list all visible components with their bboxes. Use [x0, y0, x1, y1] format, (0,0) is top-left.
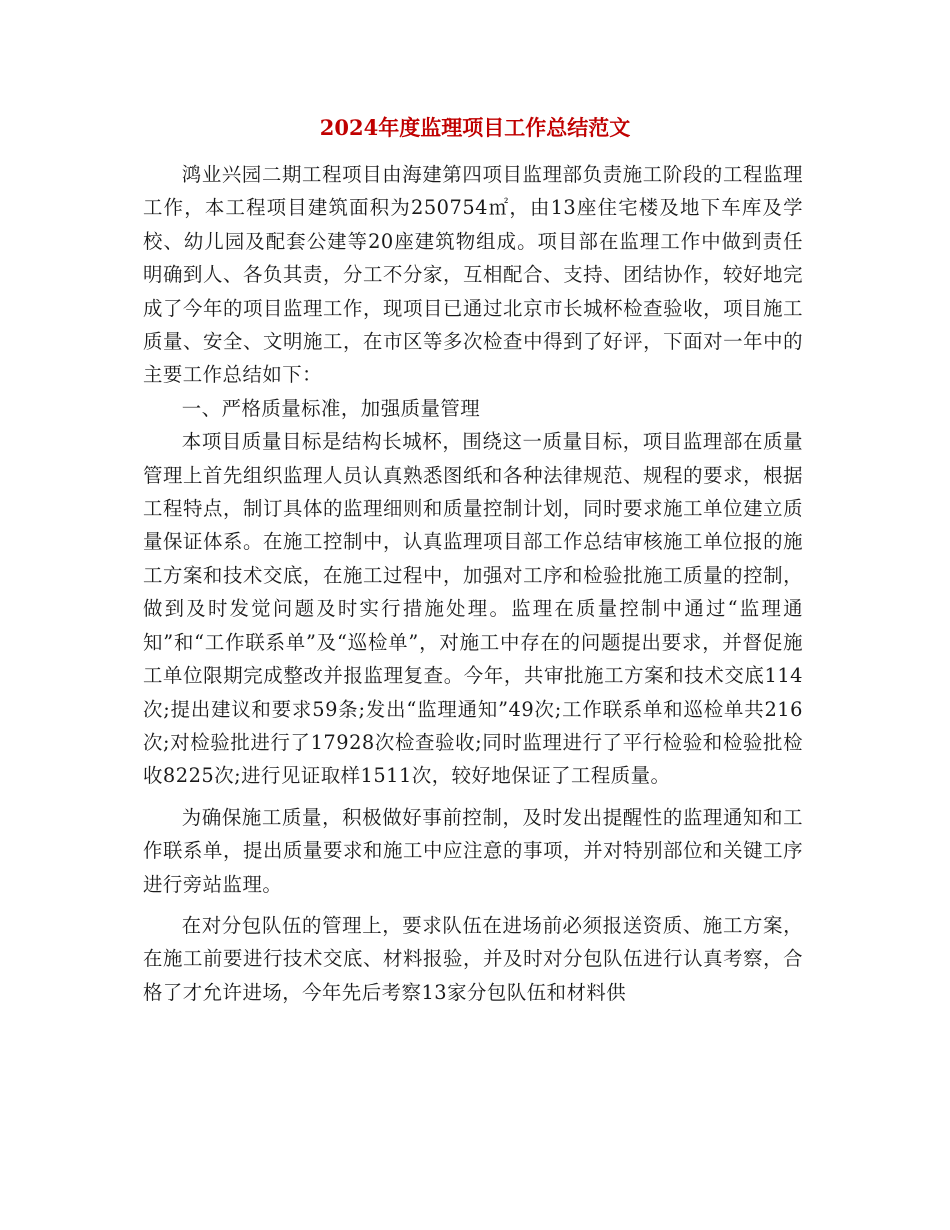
paragraph-pre-control: 为确保施工质量，积极做好事前控制，及时发出提醒性的监理通知和工作联系单，提出质量要求和施工中应注意的事项，并对特别部位和关键工序进行旁站监理。: [143, 805, 803, 896]
paragraph-subcontractor: 在对分包队伍的管理上，要求队伍在进场前必须报送资质、施工方案，在施工前要进行技术交底、材料报验，并及时对分包队伍进行认真考察，合格了才允许进场，今年先后考察13家分包队伍和材料供: [143, 913, 803, 1004]
document-title: 2024年度监理项目工作总结范文: [319, 115, 631, 140]
document-body: [143, 158, 803, 1009]
section-heading-quality: 一、严格质量标准，加强质量管理: [181, 396, 481, 420]
paragraph-quality-management: 本项目质量目标是结构长城杯，围绕这一质量目标，项目监理部在质量管理上首先组织监理人员认真熟悉图纸和各种法律规范、规程的要求，根据工程特点，制订具体的监理细则和质量控制计划，同时要求施工单位建立质量保证体系。在施工控制中，认真监理项目部工作总结审核施工单位报的施工方案和技术交底，在施工过程中，加强对工序和检验批施工质量的控制，做到及时发觉问题及时实行措施处理。监理在质量控制中通过“监理通知”和“工作联系单”及“巡检单”，对施工中存在的问题提出要求，并督促施工单位限期完成整改并报监理复查。今年，共审批施工方案和技术交底114次;提出建议和要求59条;发出“监理通知”49次;工作联系单和巡检单共216次;对检验批进行了17928次检查验收;同时监理进行了平行检验和检验批检收8225次;进行见证取样1511次，较好地保证了工程质量。: [143, 430, 803, 788]
paragraph-intro: 鸿业兴园二期工程项目由海建第四项目监理部负责施工阶段的工程监理工作，本工程项目建筑面积为250754㎡，由13座住宅楼及地下车库及学校、幼儿园及配套公建等20座建筑物组成。项目部在监理工作中做到责任明确到人、各负其责，分工不分家，互相配合、支持、团结协作，较好地完成了今年的项目监理工作，现项目已通过北京市长城杯检查验收，项目施工质量、安全、文明施工，在市区等多次检查中得到了好评，下面对一年中的主要工作总结如下：: [143, 163, 803, 387]
